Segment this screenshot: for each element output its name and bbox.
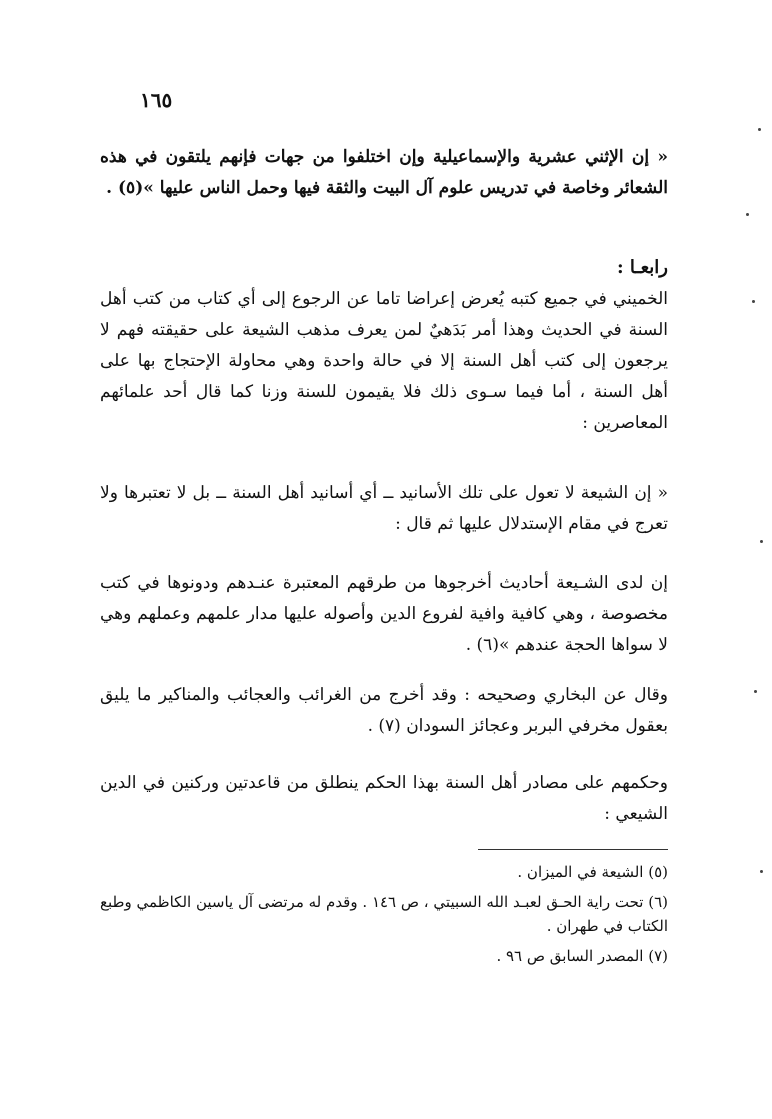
paragraph-2-text: الخميني في جميع كتبه يُعرض إعراضا تاما عن الرجوع إلى أي كتاب من كتب أهل السنة في الحديث وهذا أمر بَدَهيٌ لمن يعرف مذهب الشيعة على حقيقته فهم لا يرجعون إلى كتب أهل السنة إلا في حالة واحدة وهي محاولة الإحتجاج بها على أهل السنة ، أما فيما سـوى ذلك فلا يقيمون للسنة وزنا كما قال أحد علمائهم المعاصرين : (100, 289, 668, 433)
quote-2-text: « إن الشيعة لا تعول على تلك الأسانيد ــ أي أسانيد أهل السنة ــ بل لا تعتبرها ولا تعرج في مقام الإستدلال عليها ثم قال : (100, 483, 668, 534)
scan-speck (754, 690, 757, 693)
footnotes (100, 860, 668, 974)
scan-speck (752, 300, 755, 303)
body-paragraph-2 (100, 284, 668, 439)
paragraph-5-text: وحكمهم على مصادر أهل السنة بهذا الحكم ينطلق من قاعدتين وركنين في الدين الشيعي : (100, 773, 668, 824)
footnote-separator (478, 849, 668, 850)
page-number: ١٦٥ (140, 88, 173, 112)
footnote-5: (٥) الشيعة في الميزان . (517, 863, 668, 881)
quote-3-text: إن لدى الشـيعة أحاديث أخرجوها من طرقهم المعتبرة عنـدهم ودونوها في كتب مخصوصة ، وهي كافية وافية لفروع الدين وأصوله عليها مدار علمهم وعملهم وهي لا سواها الحجة عندهم »(٦) . (100, 573, 668, 655)
scan-speck (746, 213, 749, 216)
footnote-6: (٦) تحت راية الحـق لعبـد الله السبيتي ، ص ١٤٦ . وقدم له مرتضى آل ياسين الكاظمي وطبع الكتاب في طهران . (100, 893, 668, 935)
scan-speck (760, 540, 763, 543)
footnote-7: (٧) المصدر السابق ص ٩٦ . (496, 947, 668, 965)
section-heading-text: رابعـا : (616, 257, 668, 278)
quote-paragraph-1 (100, 142, 668, 204)
section-heading (100, 252, 668, 283)
quote-paragraph-3 (100, 568, 668, 661)
paragraph-4-text: وقال عن البخاري وصحيحه : وقد أخرج من الغرائب والعجائب والمناكير ما يليق بعقول مخرفي البربر وعجائز السودان (٧) . (100, 685, 668, 736)
body-paragraph-5 (100, 768, 668, 830)
scan-speck (760, 870, 763, 873)
body-paragraph-4 (100, 680, 668, 742)
scan-speck (758, 128, 761, 131)
quote-paragraph-2 (100, 478, 668, 540)
quote-1-text: « إن الإثني عشرية والإسماعيلية وإن اختلفوا من جهات فإنهم يلتقون في هذه الشعائر وخاصة في تدريس علوم آل البيت والثقة فيها وحمل الناس عليها »(٥) . (100, 147, 668, 198)
